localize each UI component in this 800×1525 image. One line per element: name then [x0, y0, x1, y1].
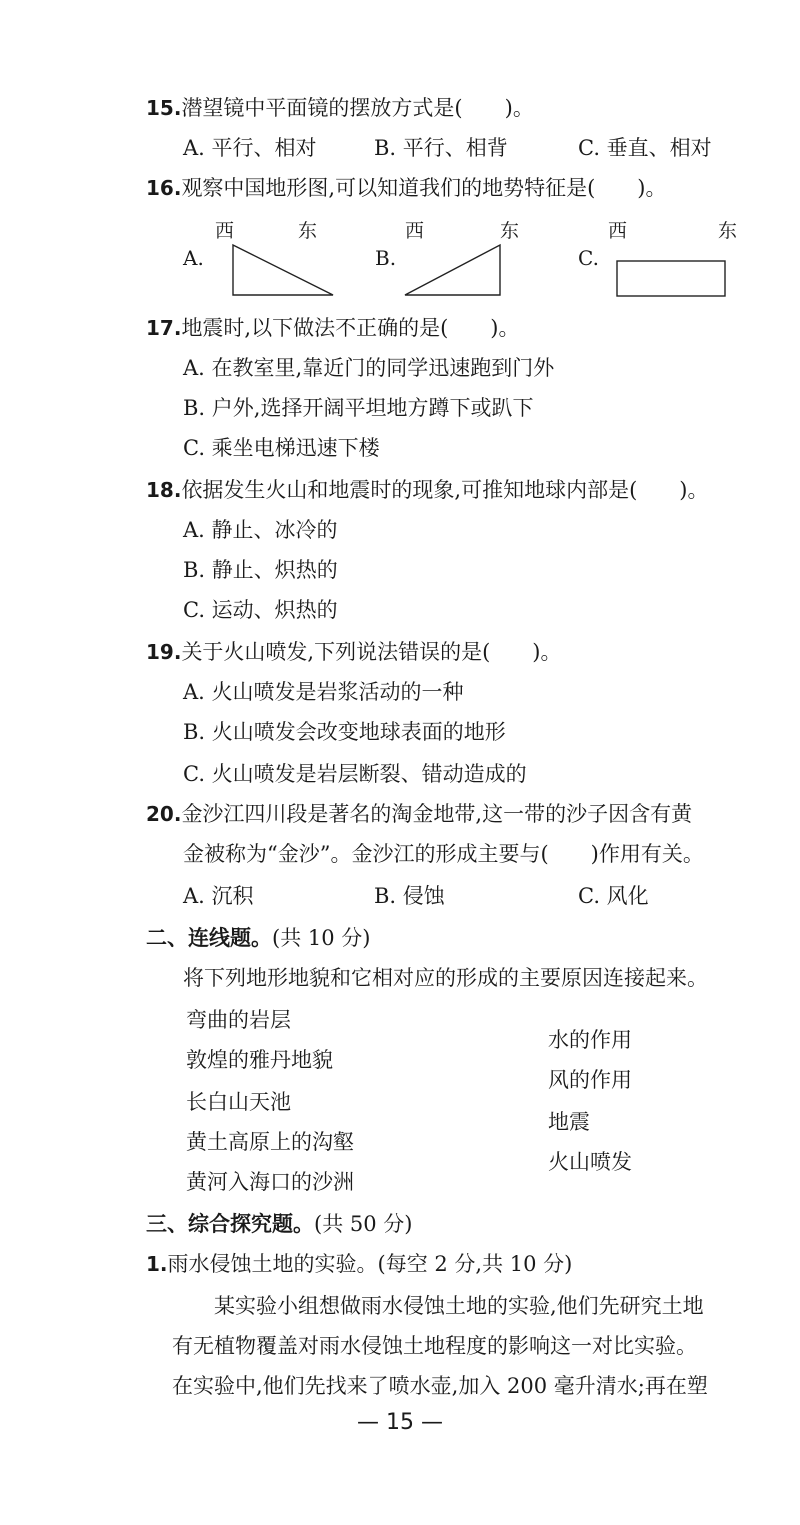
- q16-option-c-letter: C.: [578, 246, 599, 270]
- question-number: 15.: [146, 96, 182, 120]
- section-3-heading: [146, 1210, 412, 1238]
- terrain-east-high-diagram: [404, 244, 504, 298]
- match-right-item: 水的作用: [548, 1028, 632, 1052]
- match-right-item: 火山喷发: [548, 1150, 632, 1174]
- question-20-stem-line1: [146, 800, 692, 828]
- east-label: 东: [718, 220, 738, 242]
- match-left-item: 长白山天池: [186, 1090, 291, 1114]
- q17-option-b: B. 户外,选择开阔平坦地方蹲下或趴下: [183, 396, 534, 420]
- section-title: 二、连线题。: [146, 926, 272, 950]
- question-number: 17.: [146, 316, 182, 340]
- section-3-question-1: [146, 1250, 572, 1278]
- match-right-item: 地震: [548, 1110, 590, 1134]
- question-20-stem-line2: 金被称为“金沙”。金沙江的形成主要与( )作用有关。: [183, 842, 704, 866]
- q19-option-b: B. 火山喷发会改变地球表面的地形: [183, 720, 506, 744]
- section-title: 三、综合探究题。: [146, 1212, 314, 1236]
- terrain-flat-diagram: [616, 260, 728, 298]
- section-2-heading: [146, 924, 370, 952]
- q17-option-a: A. 在教室里,靠近门的同学迅速跑到门外: [183, 356, 555, 380]
- question-text: 地震时,以下做法不正确的是( )。: [181, 316, 520, 340]
- q20-option-a: A. 沉积: [183, 884, 254, 908]
- q18-option-a: A. 静止、冰冷的: [183, 518, 338, 542]
- match-left-item: 弯曲的岩层: [186, 1008, 291, 1032]
- q15-option-b: B. 平行、相背: [374, 136, 508, 160]
- question-16-stem: [146, 174, 667, 202]
- west-label: 西: [215, 220, 235, 242]
- east-label: 东: [500, 220, 520, 242]
- question-17-stem: [146, 314, 520, 342]
- question-text: 关于火山喷发,下列说法错误的是( )。: [181, 640, 562, 664]
- match-right-item: 风的作用: [548, 1068, 632, 1092]
- east-label: 东: [298, 220, 318, 242]
- q15-option-c: C. 垂直、相对: [578, 136, 712, 160]
- q18-option-c: C. 运动、炽热的: [183, 598, 338, 622]
- question-15-stem: [146, 94, 534, 122]
- question-text: 潜望镜中平面镜的摆放方式是( )。: [181, 96, 534, 120]
- q18-option-b: B. 静止、炽热的: [183, 558, 338, 582]
- q19-option-c: C. 火山喷发是岩层断裂、错动造成的: [183, 762, 527, 786]
- section-score: (共 50 分): [314, 1212, 413, 1236]
- paragraph-line: 某实验小组想做雨水侵蚀土地的实验,他们先研究土地: [214, 1294, 704, 1318]
- q16-option-b-letter: B.: [375, 246, 397, 270]
- paragraph-line: 在实验中,他们先找来了喷水壶,加入 200 毫升清水;再在塑: [172, 1374, 708, 1398]
- question-number: 1.: [146, 1252, 168, 1276]
- question-number: 20.: [146, 802, 182, 826]
- q16-option-a-letter: A.: [183, 246, 204, 270]
- match-left-item: 黄土高原上的沟壑: [186, 1130, 354, 1154]
- question-19-stem: [146, 638, 562, 666]
- question-title: 雨水侵蚀土地的实验。: [167, 1252, 378, 1276]
- question-score: (每空 2 分,共 10 分): [377, 1252, 573, 1276]
- match-left-item: 敦煌的雅丹地貌: [186, 1048, 333, 1072]
- q20-option-c: C. 风化: [578, 884, 649, 908]
- question-18-stem: [146, 476, 709, 504]
- section-2-instruction: 将下列地形地貌和它相对应的形成的主要原因连接起来。: [183, 966, 708, 990]
- page-number: — 15 —: [357, 1410, 443, 1435]
- section-score: (共 10 分): [272, 926, 371, 950]
- q15-option-a: A. 平行、相对: [183, 136, 317, 160]
- question-text: 依据发生火山和地震时的现象,可推知地球内部是( )。: [181, 478, 709, 502]
- q19-option-a: A. 火山喷发是岩浆活动的一种: [183, 680, 464, 704]
- paragraph-line: 有无植物覆盖对雨水侵蚀土地程度的影响这一对比实验。: [172, 1334, 697, 1358]
- west-label: 西: [608, 220, 628, 242]
- terrain-west-high-diagram: [232, 244, 336, 298]
- question-text: 金沙江四川段是著名的淘金地带,这一带的沙子因含有黄: [181, 802, 693, 826]
- question-text: 观察中国地形图,可以知道我们的地势特征是( )。: [181, 176, 667, 200]
- q20-option-b: B. 侵蚀: [374, 884, 445, 908]
- question-number: 19.: [146, 640, 182, 664]
- west-label: 西: [405, 220, 425, 242]
- match-left-item: 黄河入海口的沙洲: [186, 1170, 354, 1194]
- question-number: 18.: [146, 478, 182, 502]
- q17-option-c: C. 乘坐电梯迅速下楼: [183, 436, 380, 460]
- question-number: 16.: [146, 176, 182, 200]
